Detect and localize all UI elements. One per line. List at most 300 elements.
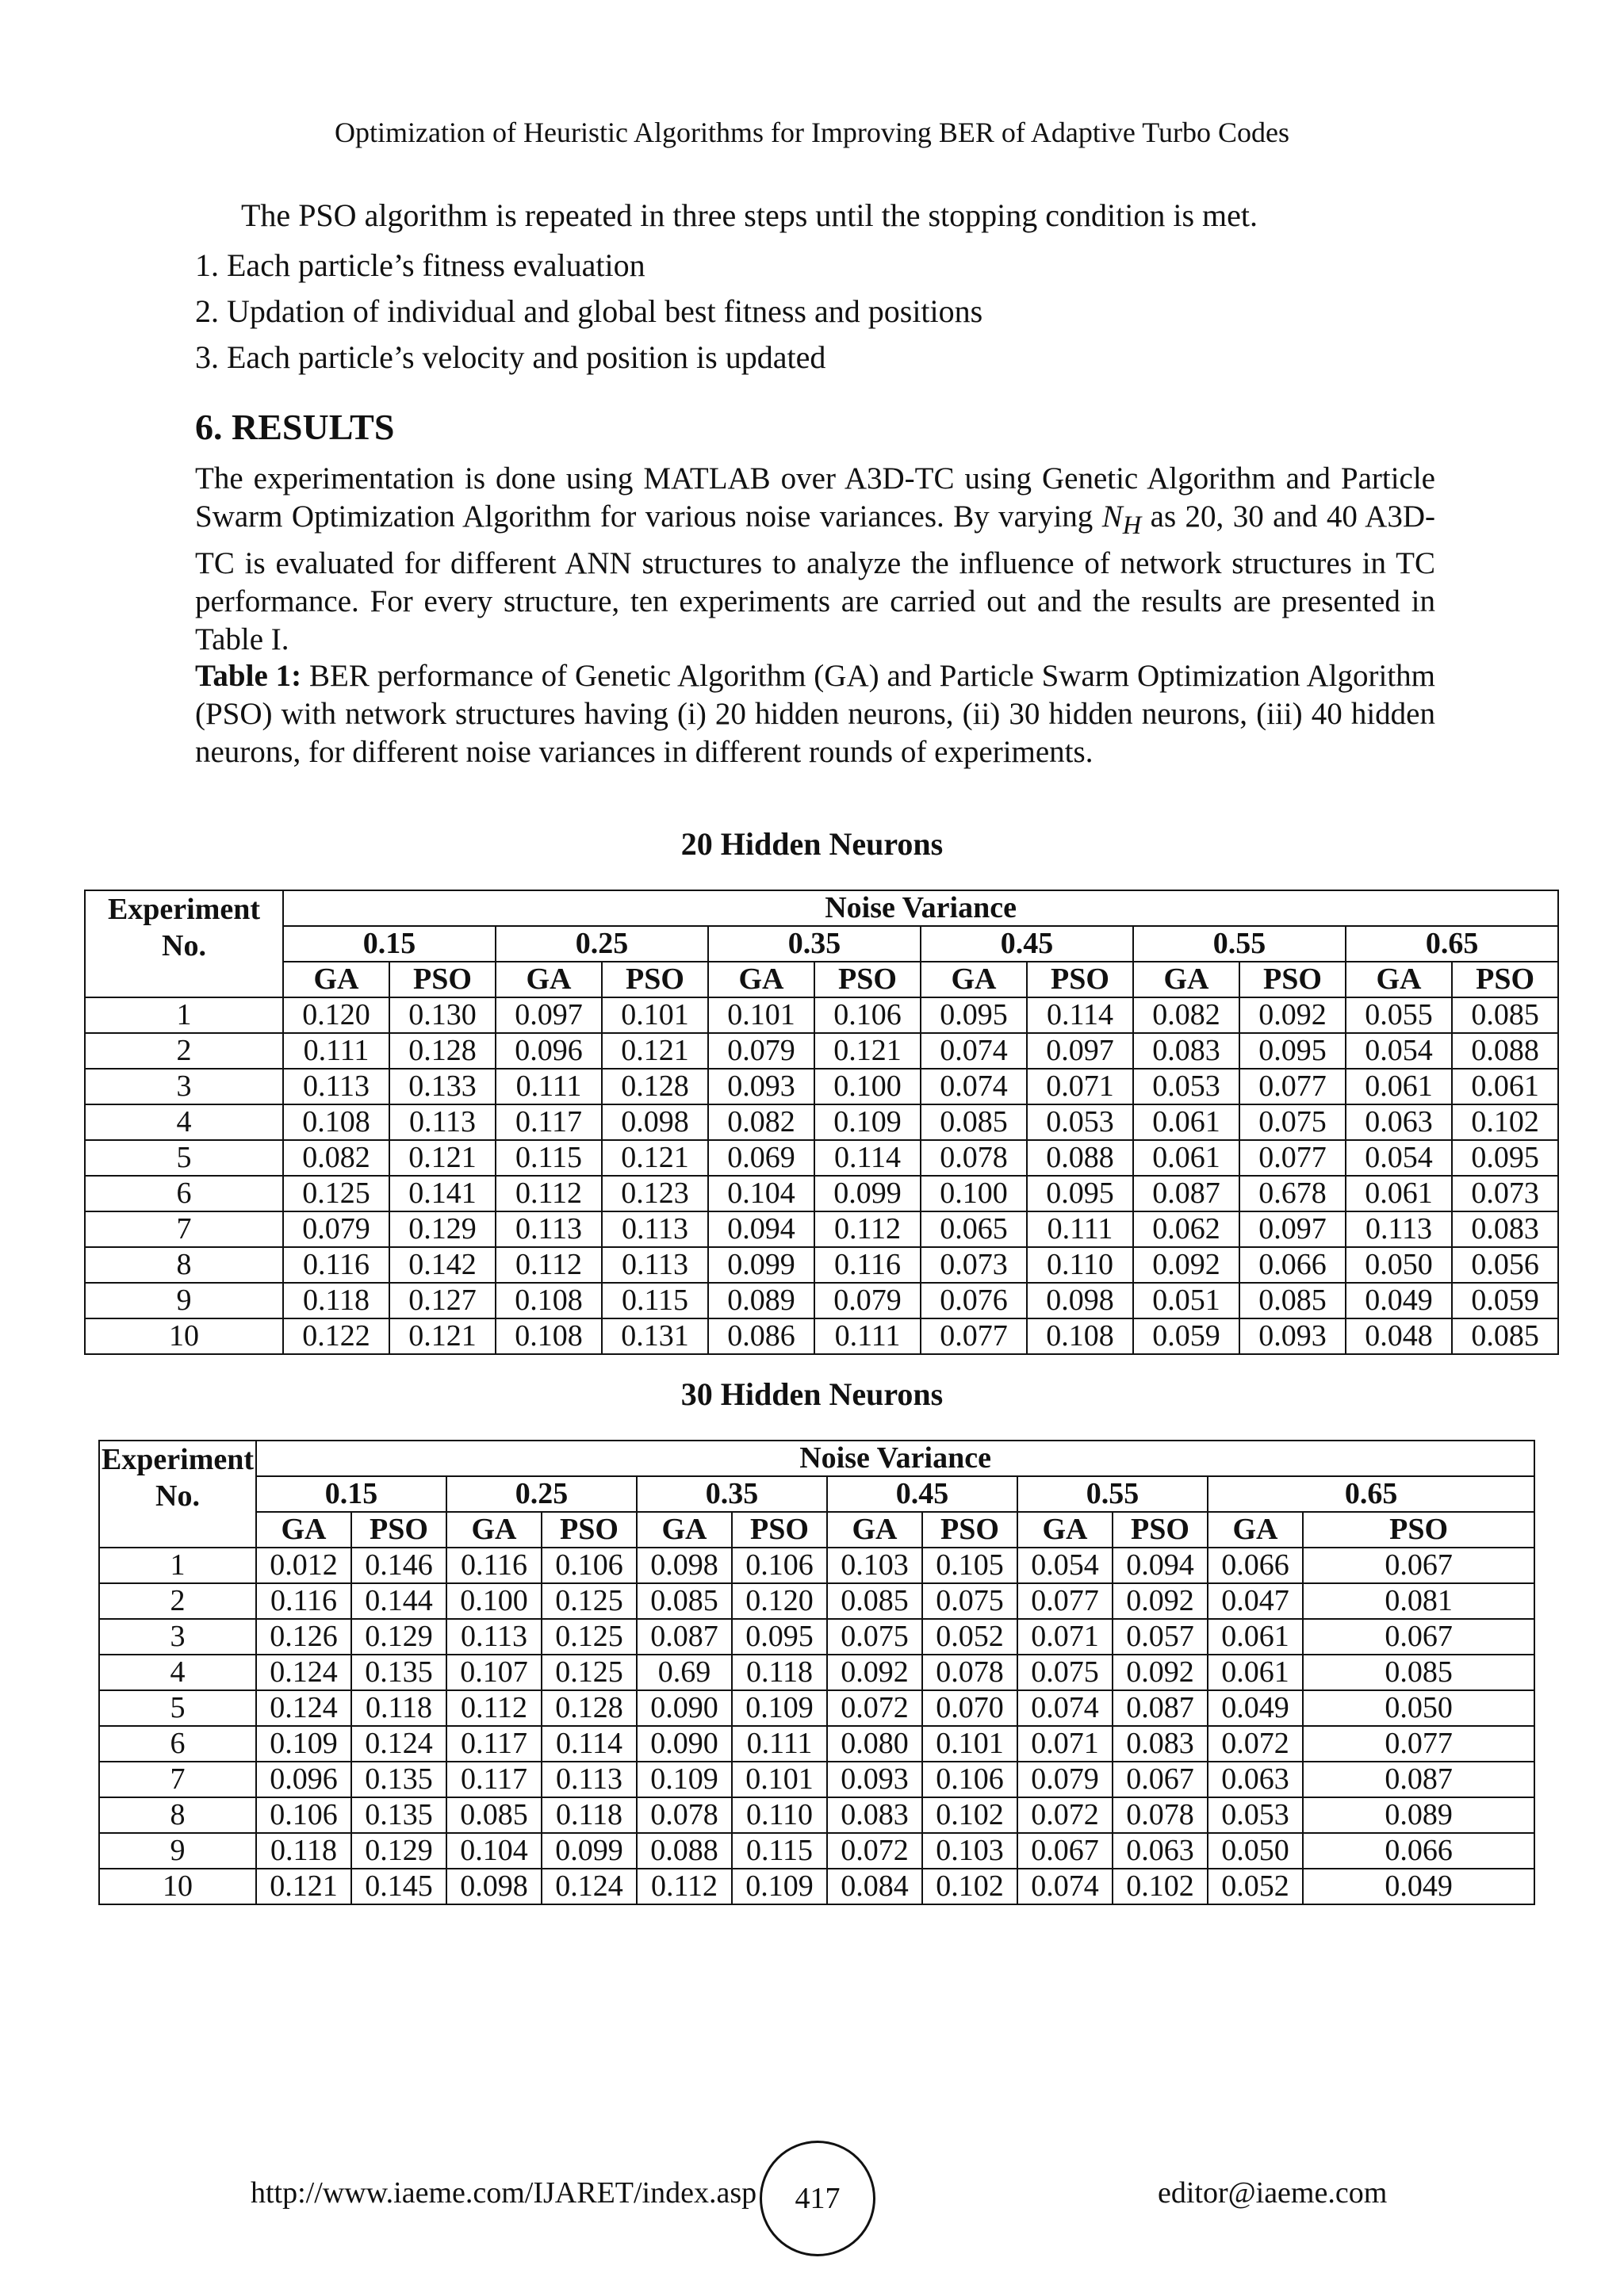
ber-value-cell: 0.065 (921, 1211, 1027, 1247)
ber-value-cell: 0.099 (542, 1833, 637, 1869)
ber-value-cell: 0.104 (708, 1176, 814, 1211)
ber-value-cell: 0.082 (708, 1104, 814, 1140)
ber-value-cell: 0.098 (446, 1869, 542, 1904)
ber-value-cell: 0.050 (1346, 1247, 1452, 1283)
ber-value-cell: 0.092 (827, 1655, 922, 1690)
ber-value-cell: 0.106 (542, 1548, 637, 1583)
table-row (85, 1104, 1558, 1140)
ber-value-cell: 0.096 (496, 1033, 602, 1069)
ber-value-cell: 0.082 (283, 1140, 389, 1176)
ber-value-cell: 0.093 (827, 1762, 922, 1797)
ber-value-cell: 0.050 (1303, 1690, 1534, 1726)
ber-value-cell: 0.116 (814, 1247, 921, 1283)
table-row (99, 1690, 1534, 1726)
pso-header: PSO (351, 1512, 446, 1548)
experiment-no-header (85, 890, 283, 997)
ber-value-cell: 0.131 (602, 1318, 708, 1354)
ber-value-cell: 0.109 (637, 1762, 732, 1797)
table-row (85, 1283, 1558, 1318)
variance-header: 0.25 (496, 926, 708, 962)
ber-value-cell: 0.095 (732, 1619, 827, 1655)
ga-header: GA (283, 962, 389, 997)
ber-value-cell: 0.135 (351, 1762, 446, 1797)
ber-value-cell: 0.100 (446, 1583, 542, 1619)
ber-value-cell: 0.094 (708, 1211, 814, 1247)
ber-value-cell: 0.109 (732, 1869, 827, 1904)
ber-value-cell: 0.069 (708, 1140, 814, 1176)
experiment-number-cell: 9 (85, 1283, 283, 1318)
ber-value-cell: 0.101 (922, 1726, 1017, 1762)
ber-value-cell: 0.079 (708, 1033, 814, 1069)
ber-value-cell: 0.095 (921, 997, 1027, 1033)
variance-header: 0.55 (1017, 1476, 1208, 1512)
table-row (85, 1069, 1558, 1104)
ber-value-cell: 0.128 (389, 1033, 496, 1069)
ber-value-cell: 0.118 (256, 1833, 351, 1869)
ber-value-cell: 0.097 (1027, 1033, 1133, 1069)
ber-value-cell: 0.054 (1346, 1033, 1452, 1069)
ber-value-cell: 0.121 (256, 1869, 351, 1904)
table-body (85, 997, 1558, 1354)
no-label: No. (162, 929, 206, 962)
ber-value-cell: 0.088 (637, 1833, 732, 1869)
table-row (85, 997, 1558, 1033)
ber-value-cell: 0.678 (1239, 1176, 1346, 1211)
ber-value-cell: 0.102 (922, 1869, 1017, 1904)
ber-value-cell: 0.135 (351, 1655, 446, 1690)
ber-value-cell: 0.093 (1239, 1318, 1346, 1354)
ber-value-cell: 0.072 (827, 1690, 922, 1726)
ber-value-cell: 0.144 (351, 1583, 446, 1619)
ber-value-cell: 0.102 (1452, 1104, 1558, 1140)
no-label: No. (155, 1479, 200, 1513)
ber-value-cell: 0.059 (1452, 1283, 1558, 1318)
ber-value-cell: 0.124 (256, 1655, 351, 1690)
ga-header: GA (1133, 962, 1239, 997)
ber-value-cell: 0.111 (732, 1726, 827, 1762)
experiment-label: Experiment (107, 893, 261, 926)
experiment-number-cell: 6 (99, 1726, 256, 1762)
ber-value-cell: 0.087 (1113, 1690, 1208, 1726)
pso-header: PSO (922, 1512, 1017, 1548)
ber-value-cell: 0.048 (1346, 1318, 1452, 1354)
table-title-30-neurons: 30 Hidden Neurons (680, 1376, 944, 1412)
ber-value-cell: 0.111 (1027, 1211, 1133, 1247)
ga-header: GA (256, 1512, 351, 1548)
ga-header: GA (921, 962, 1027, 997)
experiment-number-cell: 7 (99, 1762, 256, 1797)
ber-value-cell: 0.092 (1239, 997, 1346, 1033)
ber-value-cell: 0.076 (921, 1283, 1027, 1318)
ber-value-cell: 0.078 (1113, 1797, 1208, 1833)
ber-value-cell: 0.128 (602, 1069, 708, 1104)
ber-table-20-neurons (84, 890, 1559, 1355)
ber-value-cell: 0.047 (1208, 1583, 1303, 1619)
caption-label: Table 1: (195, 659, 302, 693)
experiment-number-cell: 9 (99, 1833, 256, 1869)
ber-value-cell: 0.118 (732, 1655, 827, 1690)
ber-value-cell: 0.061 (1346, 1069, 1452, 1104)
ber-value-cell: 0.118 (351, 1690, 446, 1726)
ber-value-cell: 0.123 (602, 1176, 708, 1211)
ber-value-cell: 0.061 (1452, 1069, 1558, 1104)
experiment-number-cell: 8 (85, 1247, 283, 1283)
experiment-number-cell: 10 (99, 1869, 256, 1904)
ber-value-cell: 0.095 (1239, 1033, 1346, 1069)
variance-header: 0.15 (283, 926, 496, 962)
ber-value-cell: 0.083 (1113, 1726, 1208, 1762)
ber-value-cell: 0.074 (921, 1033, 1027, 1069)
experiment-number-cell: 2 (85, 1033, 283, 1069)
ber-value-cell: 0.049 (1208, 1690, 1303, 1726)
ber-value-cell: 0.067 (1113, 1762, 1208, 1797)
ber-value-cell: 0.087 (637, 1619, 732, 1655)
ber-value-cell: 0.061 (1208, 1619, 1303, 1655)
variance-header: 0.15 (256, 1476, 446, 1512)
ber-value-cell: 0.085 (637, 1583, 732, 1619)
ber-value-cell: 0.121 (602, 1033, 708, 1069)
ber-value-cell: 0.111 (283, 1033, 389, 1069)
experiment-number-cell: 3 (99, 1619, 256, 1655)
running-header: Optimization of Heuristic Algorithms for Improving BER of Adaptive Turbo Codes (335, 117, 1289, 148)
ber-value-cell: 0.130 (389, 997, 496, 1033)
ber-value-cell: 0.067 (1303, 1548, 1534, 1583)
ber-value-cell: 0.055 (1346, 997, 1452, 1033)
ber-value-cell: 0.102 (1113, 1869, 1208, 1904)
ber-value-cell: 0.075 (827, 1619, 922, 1655)
ber-value-cell: 0.080 (827, 1726, 922, 1762)
ber-value-cell: 0.051 (1133, 1283, 1239, 1318)
ber-value-cell: 0.106 (256, 1797, 351, 1833)
ber-value-cell: 0.135 (351, 1797, 446, 1833)
variance-header: 0.35 (708, 926, 921, 962)
table-row (85, 1211, 1558, 1247)
ber-value-cell: 0.126 (256, 1619, 351, 1655)
ga-header: GA (1208, 1512, 1303, 1548)
table-row (99, 1762, 1534, 1797)
pso-header: PSO (1027, 962, 1133, 997)
ber-value-cell: 0.108 (496, 1318, 602, 1354)
ber-value-cell: 0.094 (1113, 1548, 1208, 1583)
pso-header: PSO (732, 1512, 827, 1548)
ber-value-cell: 0.012 (256, 1548, 351, 1583)
footer-email-link[interactable]: editor@iaeme.com (1158, 2176, 1388, 2210)
ber-value-cell: 0.085 (827, 1583, 922, 1619)
pso-header: PSO (1113, 1512, 1208, 1548)
ber-value-cell: 0.087 (1303, 1762, 1534, 1797)
ber-value-cell: 0.092 (1113, 1583, 1208, 1619)
ber-value-cell: 0.071 (1017, 1726, 1113, 1762)
variance-header: 0.55 (1133, 926, 1346, 962)
experiment-number-cell: 6 (85, 1176, 283, 1211)
ber-value-cell: 0.125 (283, 1176, 389, 1211)
ber-value-cell: 0.077 (1239, 1140, 1346, 1176)
page-number: 417 (760, 2141, 875, 2256)
pso-header: PSO (602, 962, 708, 997)
ga-header: GA (1346, 962, 1452, 997)
ber-value-cell: 0.104 (446, 1833, 542, 1869)
ber-value-cell: 0.110 (732, 1797, 827, 1833)
ber-value-cell: 0.106 (732, 1548, 827, 1583)
table-title-20-neurons: 20 Hidden Neurons (680, 826, 944, 862)
ber-value-cell: 0.114 (542, 1726, 637, 1762)
ber-value-cell: 0.109 (256, 1726, 351, 1762)
table-row (85, 1033, 1558, 1069)
ber-value-cell: 0.113 (496, 1211, 602, 1247)
ber-value-cell: 0.114 (1027, 997, 1133, 1033)
ber-value-cell: 0.072 (827, 1833, 922, 1869)
ber-value-cell: 0.098 (637, 1548, 732, 1583)
ber-value-cell: 0.067 (1017, 1833, 1113, 1869)
ber-value-cell: 0.107 (446, 1655, 542, 1690)
ber-value-cell: 0.085 (446, 1797, 542, 1833)
ga-header: GA (446, 1512, 542, 1548)
ber-value-cell: 0.110 (1027, 1247, 1133, 1283)
ber-value-cell: 0.097 (1239, 1211, 1346, 1247)
ber-value-cell: 0.129 (351, 1619, 446, 1655)
table-row (99, 1583, 1534, 1619)
ber-value-cell: 0.145 (351, 1869, 446, 1904)
ber-value-cell: 0.082 (1133, 997, 1239, 1033)
ber-value-cell: 0.073 (1452, 1176, 1558, 1211)
table-row (99, 1619, 1534, 1655)
experiment-no-header (99, 1441, 256, 1548)
ber-value-cell: 0.096 (256, 1762, 351, 1797)
ber-value-cell: 0.118 (542, 1797, 637, 1833)
ber-value-cell: 0.100 (814, 1069, 921, 1104)
ber-value-cell: 0.108 (1027, 1318, 1133, 1354)
ber-value-cell: 0.113 (389, 1104, 496, 1140)
ber-value-cell: 0.085 (1452, 997, 1558, 1033)
ber-value-cell: 0.054 (1017, 1548, 1113, 1583)
ber-value-cell: 0.061 (1133, 1104, 1239, 1140)
table-row (99, 1726, 1534, 1762)
ber-value-cell: 0.084 (827, 1869, 922, 1904)
ber-value-cell: 0.113 (602, 1247, 708, 1283)
ber-value-cell: 0.079 (283, 1211, 389, 1247)
ber-value-cell: 0.113 (446, 1619, 542, 1655)
ber-value-cell: 0.056 (1452, 1247, 1558, 1283)
section-title: 6. RESULTS (195, 407, 395, 447)
ber-value-cell: 0.059 (1133, 1318, 1239, 1354)
experiment-number-cell: 1 (99, 1548, 256, 1583)
ber-value-cell: 0.090 (637, 1726, 732, 1762)
ber-value-cell: 0.095 (1027, 1176, 1133, 1211)
ber-value-cell: 0.083 (827, 1797, 922, 1833)
ga-header: GA (1017, 1512, 1113, 1548)
table-row (99, 1797, 1534, 1833)
ber-value-cell: 0.111 (496, 1069, 602, 1104)
ber-value-cell: 0.112 (637, 1869, 732, 1904)
ber-value-cell: 0.063 (1346, 1104, 1452, 1140)
ber-value-cell: 0.092 (1133, 1247, 1239, 1283)
experiment-number-cell: 4 (99, 1655, 256, 1690)
ber-value-cell: 0.063 (1113, 1833, 1208, 1869)
pso-header: PSO (1452, 962, 1558, 997)
ber-value-cell: 0.078 (922, 1655, 1017, 1690)
ber-value-cell: 0.115 (602, 1283, 708, 1318)
table-caption (195, 657, 1435, 771)
ber-value-cell: 0.113 (1346, 1211, 1452, 1247)
ber-value-cell: 0.054 (1346, 1140, 1452, 1176)
ber-value-cell: 0.053 (1208, 1797, 1303, 1833)
experiment-number-cell: 5 (85, 1140, 283, 1176)
pso-header: PSO (389, 962, 496, 997)
list-item: 3. Each particle’s velocity and position is updated (195, 339, 826, 375)
pso-steps-list (195, 243, 982, 381)
variance-header: 0.25 (446, 1476, 637, 1512)
nh-subscript: H (1122, 511, 1142, 540)
experiment-number-cell: 3 (85, 1069, 283, 1104)
ber-value-cell: 0.072 (1208, 1726, 1303, 1762)
table-row (85, 1247, 1558, 1283)
ga-header: GA (827, 1512, 922, 1548)
ber-value-cell: 0.083 (1133, 1033, 1239, 1069)
ber-value-cell: 0.101 (708, 997, 814, 1033)
ber-value-cell: 0.103 (827, 1548, 922, 1583)
ber-value-cell: 0.085 (1303, 1655, 1534, 1690)
ber-value-cell: 0.121 (389, 1140, 496, 1176)
ber-value-cell: 0.092 (1113, 1655, 1208, 1690)
ber-value-cell: 0.079 (1017, 1762, 1113, 1797)
ber-value-cell: 0.053 (1133, 1069, 1239, 1104)
ber-value-cell: 0.124 (351, 1726, 446, 1762)
ber-value-cell: 0.121 (389, 1318, 496, 1354)
ber-value-cell: 0.097 (496, 997, 602, 1033)
experiment-number-cell: 7 (85, 1211, 283, 1247)
ber-value-cell: 0.088 (1452, 1033, 1558, 1069)
ber-value-cell: 0.117 (496, 1104, 602, 1140)
ber-value-cell: 0.066 (1208, 1548, 1303, 1583)
variance-header: 0.45 (827, 1476, 1017, 1512)
ber-table-30-neurons (98, 1440, 1535, 1905)
experiment-number-cell: 2 (99, 1583, 256, 1619)
ga-header: GA (637, 1512, 732, 1548)
ber-value-cell: 0.061 (1208, 1655, 1303, 1690)
ber-value-cell: 0.122 (283, 1318, 389, 1354)
ber-value-cell: 0.120 (732, 1583, 827, 1619)
results-text-start: The experimentation is done using MATLAB over A3D-TC using Genetic Algorithm and Particle Swarm Optimization Algorithm for various noise variances. By varying (195, 461, 1435, 534)
results-text-end: as 20, 30 and 40 A3D-TC is evaluated for different ANN structures to analyze the influence of network structures in TC performance. For every structure, ten experiments are carried out and the results are presented in Table I. (195, 499, 1435, 656)
ber-value-cell: 0.061 (1133, 1140, 1239, 1176)
ber-value-cell: 0.052 (1208, 1869, 1303, 1904)
ber-value-cell: 0.120 (283, 997, 389, 1033)
ber-value-cell: 0.078 (921, 1140, 1027, 1176)
footer-url-link[interactable]: http://www.iaeme.com/IJARET/index.asp (251, 2176, 757, 2210)
ber-value-cell: 0.071 (1017, 1619, 1113, 1655)
ber-value-cell: 0.077 (1239, 1069, 1346, 1104)
table-row (99, 1655, 1534, 1690)
ber-value-cell: 0.089 (1303, 1797, 1534, 1833)
table-row (99, 1833, 1534, 1869)
ber-value-cell: 0.115 (496, 1140, 602, 1176)
ber-value-cell: 0.128 (542, 1690, 637, 1726)
ber-value-cell: 0.118 (283, 1283, 389, 1318)
table-row (85, 1318, 1558, 1354)
ber-value-cell: 0.053 (1027, 1104, 1133, 1140)
ber-value-cell: 0.125 (542, 1583, 637, 1619)
ber-value-cell: 0.108 (496, 1283, 602, 1318)
ber-value-cell: 0.083 (1452, 1211, 1558, 1247)
ber-value-cell: 0.111 (814, 1318, 921, 1354)
ber-value-cell: 0.093 (708, 1069, 814, 1104)
ber-value-cell: 0.066 (1303, 1833, 1534, 1869)
ber-value-cell: 0.125 (542, 1655, 637, 1690)
noise-variance-header: Noise Variance (283, 890, 1558, 926)
ber-value-cell: 0.112 (814, 1211, 921, 1247)
ber-value-cell: 0.100 (921, 1176, 1027, 1211)
ber-value-cell: 0.69 (637, 1655, 732, 1690)
ber-value-cell: 0.113 (283, 1069, 389, 1104)
experiment-number-cell: 1 (85, 997, 283, 1033)
noise-variance-header: Noise Variance (256, 1441, 1534, 1476)
ber-value-cell: 0.109 (732, 1690, 827, 1726)
ber-value-cell: 0.062 (1133, 1211, 1239, 1247)
variance-header: 0.65 (1208, 1476, 1534, 1512)
pso-header: PSO (542, 1512, 637, 1548)
intro-sentence: The PSO algorithm is repeated in three steps until the stopping condition is met. (241, 197, 1258, 233)
ber-value-cell: 0.099 (708, 1247, 814, 1283)
ber-value-cell: 0.088 (1027, 1140, 1133, 1176)
ber-value-cell: 0.074 (921, 1069, 1027, 1104)
ber-value-cell: 0.049 (1303, 1869, 1534, 1904)
list-item: 2. Updation of individual and global best fitness and positions (195, 293, 983, 329)
ber-value-cell: 0.121 (602, 1140, 708, 1176)
pso-header: PSO (1239, 962, 1346, 997)
ber-value-cell: 0.127 (389, 1283, 496, 1318)
ber-value-cell: 0.061 (1346, 1176, 1452, 1211)
ber-value-cell: 0.113 (542, 1762, 637, 1797)
ber-value-cell: 0.117 (446, 1726, 542, 1762)
ber-value-cell: 0.109 (814, 1104, 921, 1140)
table-body (99, 1548, 1534, 1904)
ber-value-cell: 0.142 (389, 1247, 496, 1283)
table-row (85, 1140, 1558, 1176)
ber-value-cell: 0.125 (542, 1619, 637, 1655)
variance-header: 0.45 (921, 926, 1133, 962)
experiment-number-cell: 10 (85, 1318, 283, 1354)
ber-value-cell: 0.116 (446, 1548, 542, 1583)
ber-value-cell: 0.112 (496, 1176, 602, 1211)
table-row (99, 1548, 1534, 1583)
ber-value-cell: 0.124 (542, 1869, 637, 1904)
ber-value-cell: 0.101 (732, 1762, 827, 1797)
ber-value-cell: 0.113 (602, 1211, 708, 1247)
ber-value-cell: 0.063 (1208, 1762, 1303, 1797)
ber-value-cell: 0.086 (708, 1318, 814, 1354)
pso-header: PSO (1303, 1512, 1534, 1548)
ber-value-cell: 0.066 (1239, 1247, 1346, 1283)
ber-value-cell: 0.085 (921, 1104, 1027, 1140)
ber-value-cell: 0.085 (1239, 1283, 1346, 1318)
ber-value-cell: 0.116 (283, 1247, 389, 1283)
ber-value-cell: 0.085 (1452, 1318, 1558, 1354)
caption-text: BER performance of Genetic Algorithm (GA) and Particle Swarm Optimization Algorithm (PSO) with network structures having (i) 20 hidden neurons, (ii) 30 hidden neurons, (iii) 40 hidden neurons, for different noise variances in different rounds of experiments. (195, 659, 1435, 769)
ber-value-cell: 0.067 (1303, 1619, 1534, 1655)
ber-value-cell: 0.049 (1346, 1283, 1452, 1318)
ber-value-cell: 0.070 (922, 1690, 1017, 1726)
ber-value-cell: 0.112 (496, 1247, 602, 1283)
ber-value-cell: 0.075 (1017, 1655, 1113, 1690)
ber-value-cell: 0.071 (1027, 1069, 1133, 1104)
ber-value-cell: 0.106 (814, 997, 921, 1033)
ber-value-cell: 0.108 (283, 1104, 389, 1140)
ber-value-cell: 0.074 (1017, 1869, 1113, 1904)
ga-header: GA (496, 962, 602, 997)
ber-value-cell: 0.079 (814, 1283, 921, 1318)
ber-value-cell: 0.081 (1303, 1583, 1534, 1619)
experiment-number-cell: 8 (99, 1797, 256, 1833)
